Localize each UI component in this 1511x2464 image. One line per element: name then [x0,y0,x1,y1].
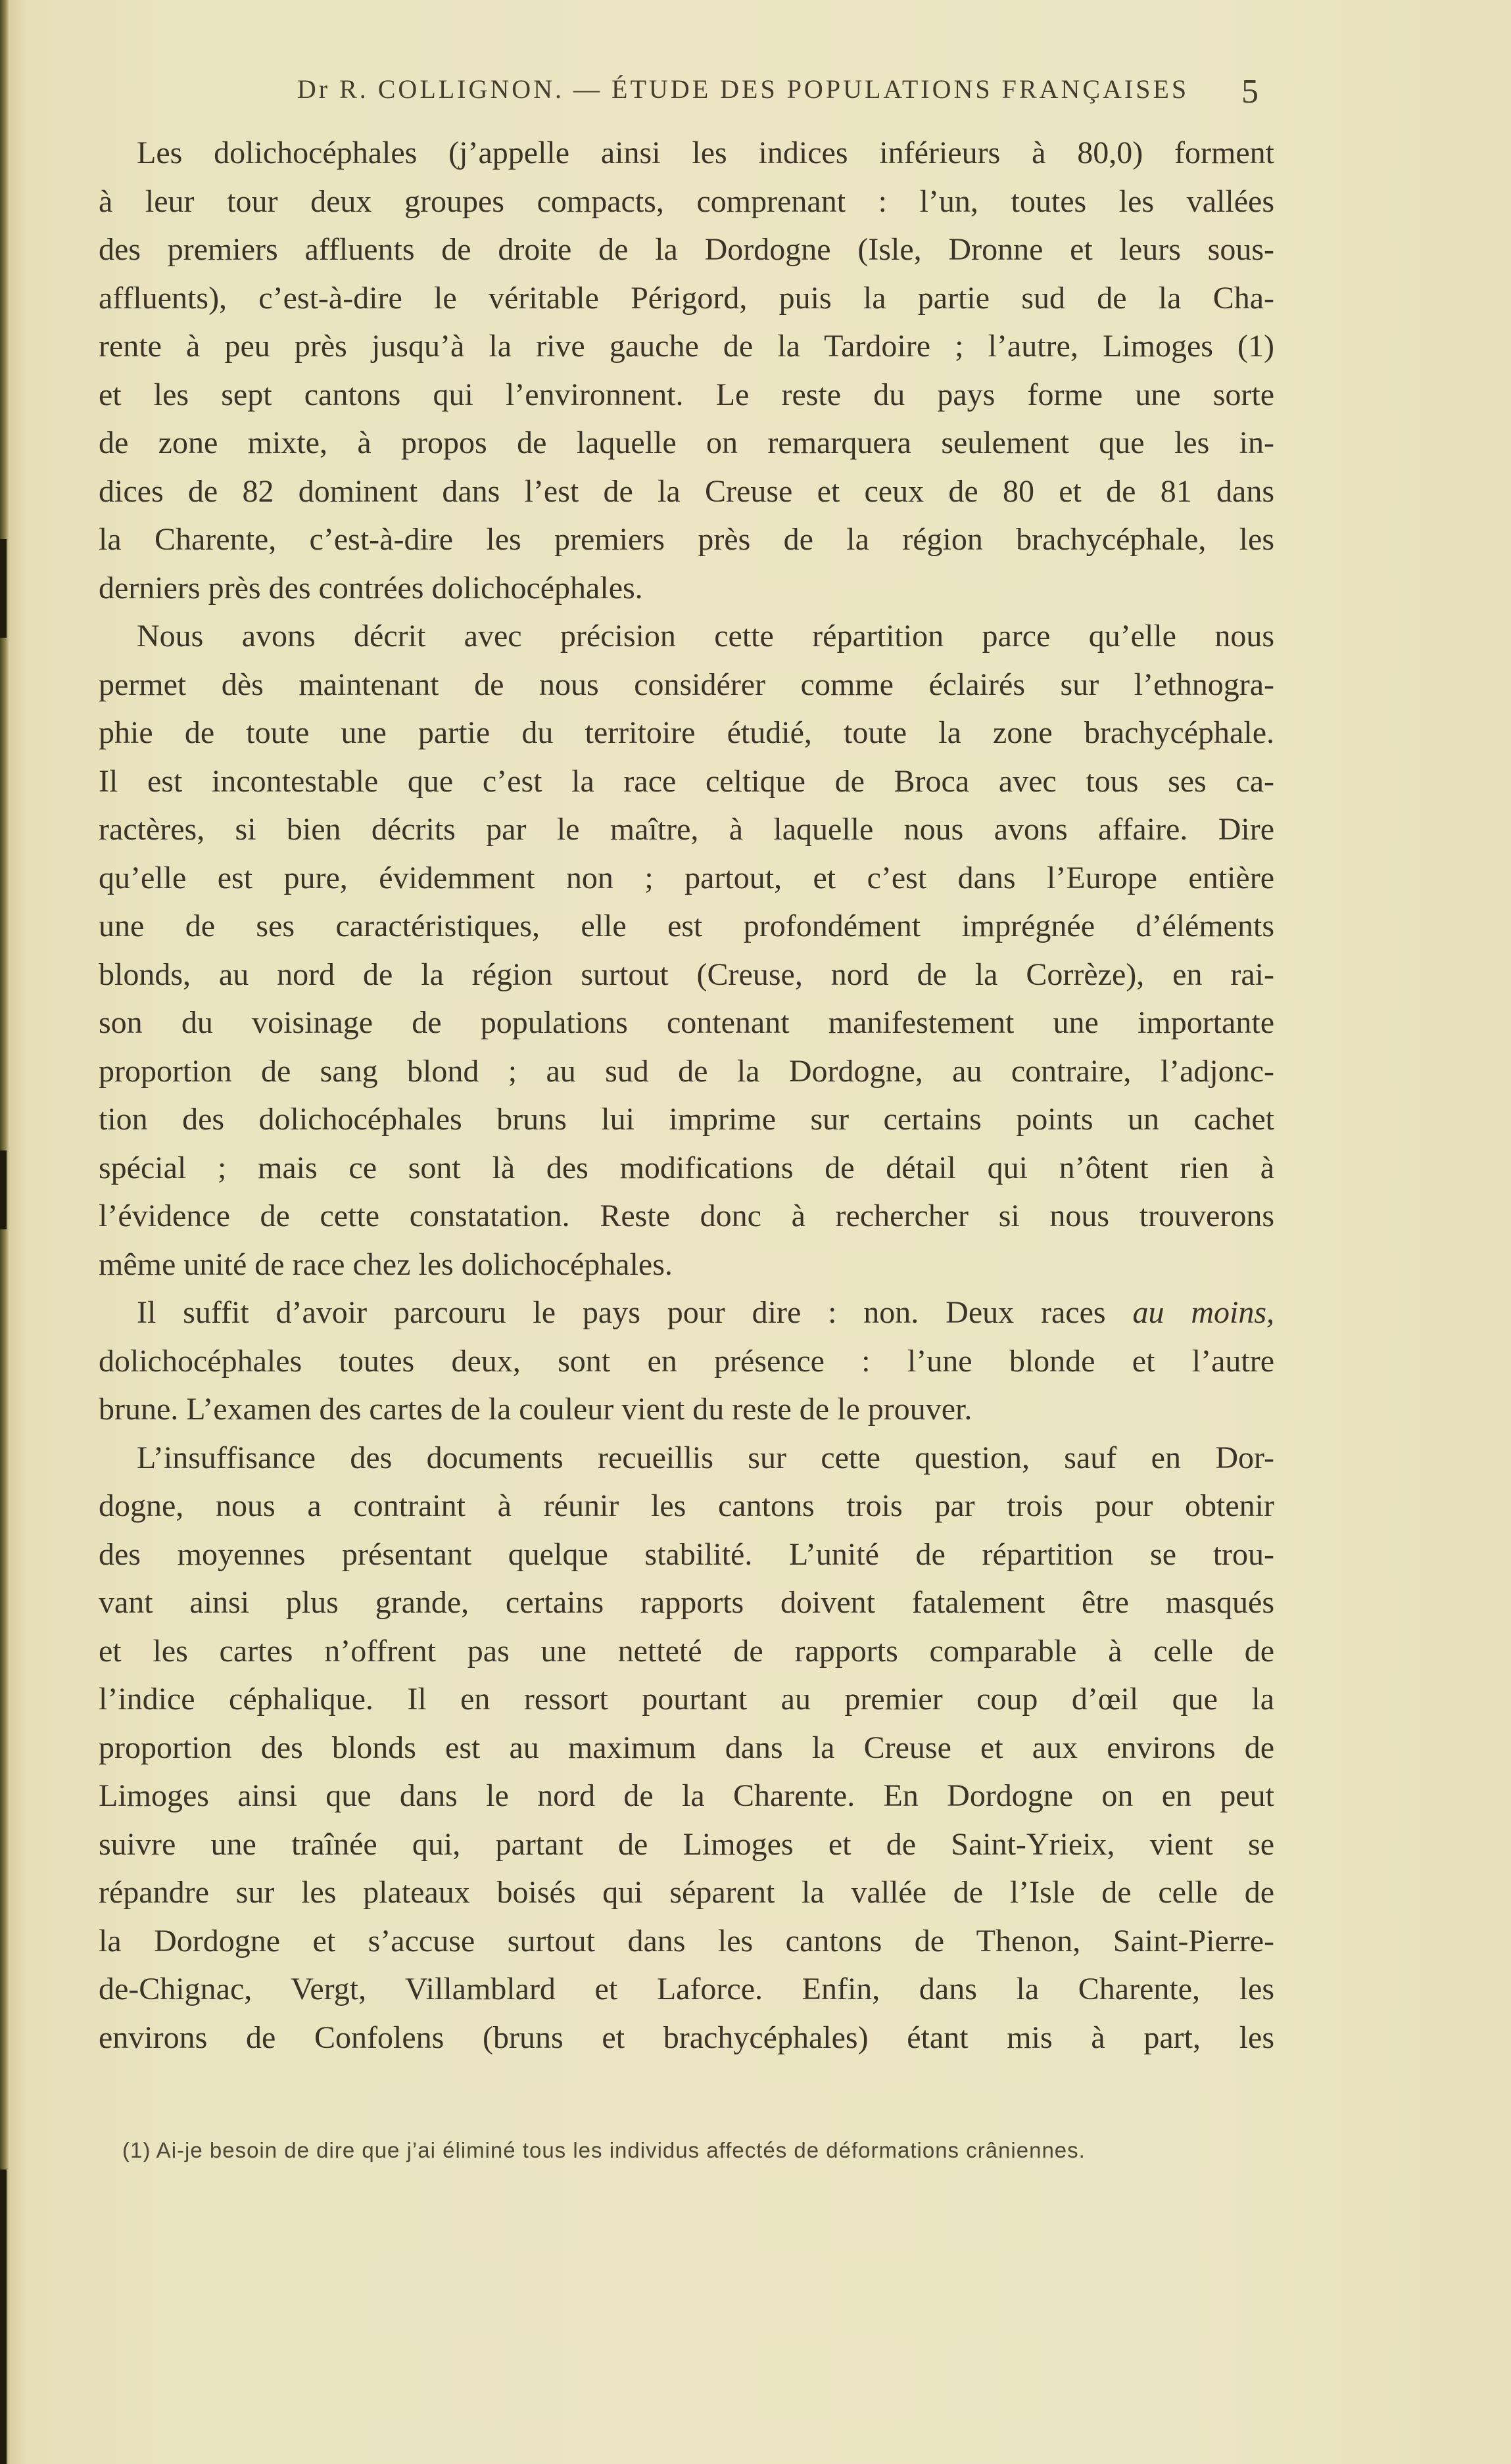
text-line: à leur tour deux groupes compacts, comprenant : l’un, toutes les vallées [99,183,1274,219]
binding-shadow [0,2169,7,2464]
text-line: phie de toute une partie du territoire étudié, toute la zone brachycéphale. [99,715,1274,750]
binding-shadow [0,1150,7,1229]
text-line: dogne, nous a contraint à réunir les cantons trois par trois pour obtenir [99,1488,1274,1523]
binding-shadow [0,539,7,638]
text-line: brune. L’examen des cartes de la couleur vient du reste de le prouver. [99,1392,972,1427]
book-binding-edge [0,0,9,2464]
text-line: spécial ; mais ce sont là des modifications de détail qui n’ôtent rien à [99,1150,1274,1185]
text-segment: Il suffit d’avoir parcouru le pays pour dire : non. Deux races [137,1295,1106,1330]
text-line: qu’elle est pure, évidemment non ; partout, et c’est dans l’Europe entière [99,860,1274,895]
text-line: une de ses caractéristiques, elle est profondément imprégnée d’éléments [99,909,1274,943]
text-line: la Dordogne et s’accuse surtout dans les cantons de Thenon, Saint-Pierre- [99,1923,1274,1958]
text-line: Nous avons décrit avec précision cette répartition parce qu’elle nous [137,619,1274,653]
text-line-with-italic [99,1289,1274,1337]
text-line: rente à peu près jusqu’à la rive gauche de la Tardoire ; l’autre, Limoges (1) [99,329,1274,364]
text-line: affluents), c’est-à-dire le véritable Périgord, puis la partie sud de la Cha- [99,280,1274,316]
text-line: permet dès maintenant de nous considérer comme éclairés sur l’ethnogra- [99,667,1274,702]
text-line: dices de 82 dominent dans l’est de la Creuse et ceux de 80 et de 81 dans [99,473,1274,509]
running-header: Dr R. COLLIGNON. — ÉTUDE DES POPULATIONS FRANÇAISES [297,74,1189,104]
text-line: des premiers affluents de droite de la Dordogne (Isle, Dronne et leurs sous- [99,232,1274,267]
text-line: l’indice céphalique. Il en ressort pourtant au premier coup d’œil que la [99,1682,1274,1717]
text-line: des moyennes présentant quelque stabilité. L’unité de répartition se trou- [99,1536,1274,1572]
text-line: Il est incontestable que c’est la race celtique de Broca avec tous ses ca- [99,763,1274,799]
text-line: environs de Confolens (bruns et brachycéphales) étant mis à part, les [99,2020,1274,2055]
text-line: Les dolichocéphales (j’appelle ainsi les indices inférieurs à 80,0) forment [137,135,1274,170]
text-line: proportion des blonds est au maximum dans la Creuse et aux environs de [99,1730,1274,1765]
text-line: Limoges ainsi que dans le nord de la Charente. En Dordogne on en peut [99,1778,1274,1813]
text-line: de zone mixte, à propos de laquelle on remarquera seulement que les in- [99,425,1274,460]
footnote: (1) Ai-je besoin de dire que j’ai éliminé tous les individus affectés de déformations crâniennes. [122,2138,1086,2162]
text-line: blonds, au nord de la région surtout (Creuse, nord de la Corrèze), en rai- [99,957,1274,992]
text-line: de-Chignac, Vergt, Villamblard et Laforce. Enfin, dans la Charente, les [99,1972,1274,2006]
text-line: proportion de sang blond ; au sud de la Dordogne, au contraire, l’adjonc- [99,1053,1274,1089]
page-number: 5 [1241,73,1259,110]
text-line: suivre une traînée qui, partant de Limoges et de Saint-Yrieix, vient se [99,1826,1274,1862]
text-line: son du voisinage de populations contenant manifestement une importante [99,1005,1274,1040]
text-line: dolichocéphales toutes deux, sont en présence : l’une blonde et l’autre [99,1343,1274,1379]
text-line: L’insuffisance des documents recueillis sur cette question, sauf en Dor- [137,1440,1274,1475]
text-line: répandre sur les plateaux boisés qui séparent la vallée de l’Isle de celle de [99,1875,1274,1910]
text-line: l’évidence de cette constatation. Reste donc à rechercher si nous trouverons [99,1198,1274,1233]
text-line: et les cartes n’offrent pas une netteté de rapports comparable à celle de [99,1633,1274,1669]
text-line: et les sept cantons qui l’environnent. Le reste du pays forme une sorte [99,377,1274,412]
text-line: ractères, si bien décrits par le maître, à laquelle nous avons affaire. Dire [99,812,1274,847]
text-line: vant ainsi plus grande, certains rapports doivent fatalement être masqués [99,1585,1274,1620]
text-line: tion des dolichocéphales bruns lui imprime sur certains points un cachet [99,1102,1274,1137]
italic-text: au moins, [1132,1295,1275,1330]
text-line: derniers près des contrées dolichocéphales. [99,570,643,605]
text-line: la Charente, c’est-à-dire les premiers près de la région brachycéphale, les [99,522,1274,557]
text-line: même unité de race chez les dolichocéphales. [99,1246,673,1282]
body-text [99,129,1274,2062]
